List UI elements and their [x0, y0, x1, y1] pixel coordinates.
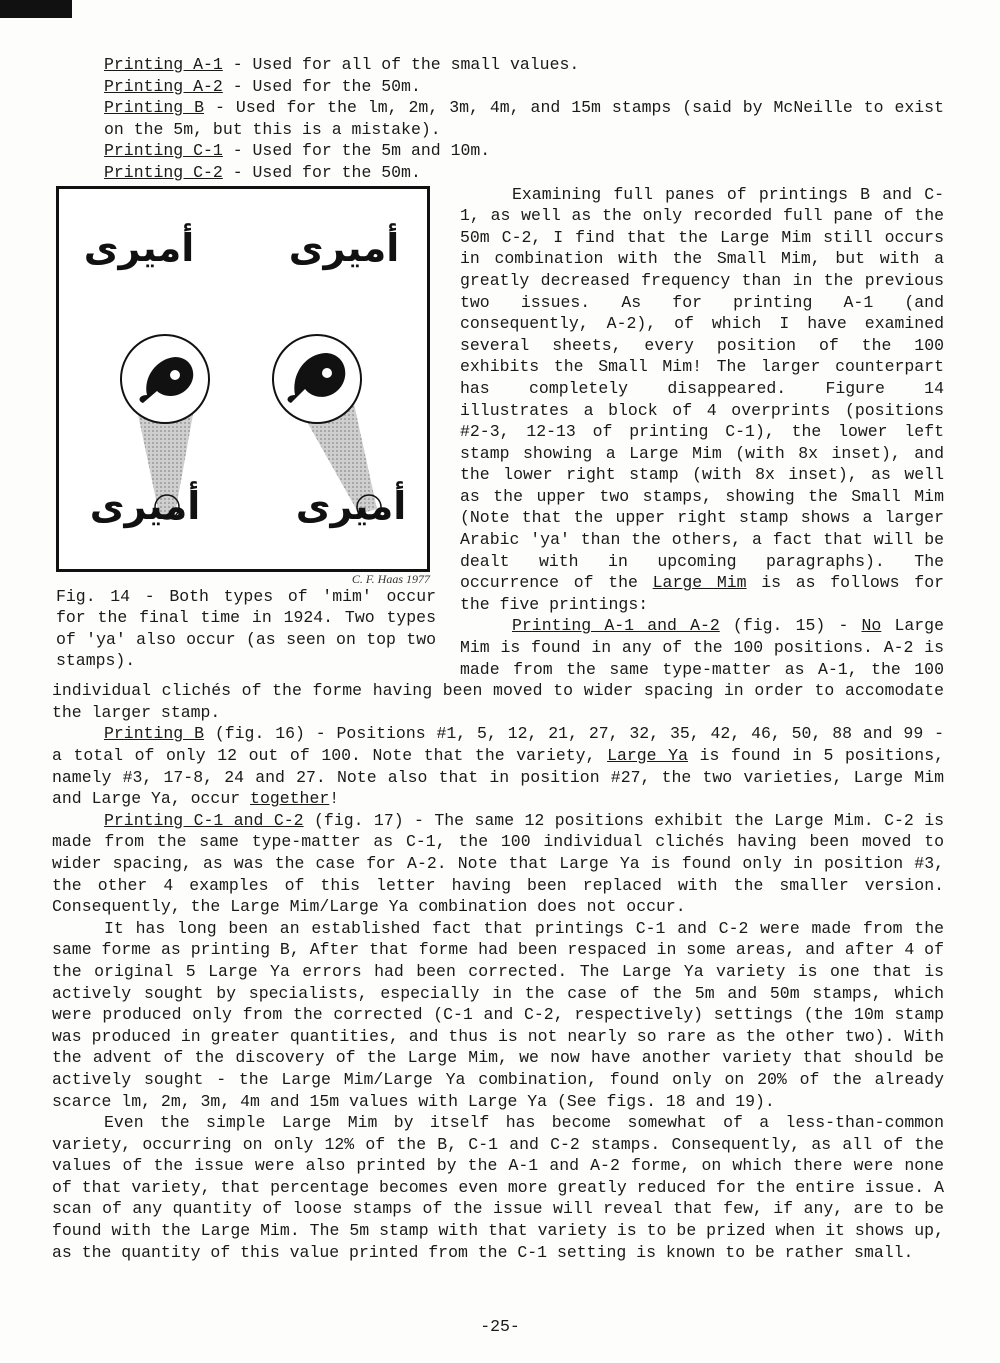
figure-14 [56, 186, 436, 672]
paragraph-printing-a: Printing A-1 and A-2 (fig. 15) - No Large Mim is found in any of the 100 positions. A-2 is made from the same type-matter as A-1, the 100 individual clichés of the forme having been moved to wider spacing in order to accomodate the larger stamp. [52, 616, 944, 722]
overprint-upper-left: أميرى [83, 225, 195, 270]
printing-b-term: Printing B [104, 724, 204, 744]
printing-definition: Printing C-1 - Used for the 5m and 10m. [104, 141, 491, 161]
paragraph-printing-c: Printing C-1 and C-2 (fig. 17) - The same 12 positions exhibit the Large Mim. C-2 is made from the same type-matter as C-1, the 100 individual clichés having been moved to wider spacing, as was the case for A-2. Note that Large Ya is found only in position #3, the other 4 examples of this letter having been replaced with the smaller version. Consequently, the Large Mim/Large Ya combination does not occur. [52, 810, 944, 917]
paragraph-panes: Examining full panes of printings B and C-1, as well as the only recorded full pane of the 50m C-2, I find that the Large Mim still occurs in combination with the Small Mim, but with a greatly decreased frequency than in the previous two issues. As for printing A-1 (and consequently, A-2), of which I have examined several sheets, every position of the 100 exhibits the Small Mim! The larger counterpart has completely disappeared. Figure 14 illustrates a block of 4 overprints (positions #2-3, 12-13 of printing C-1), the lower left stamp showing a Large Mim (with 8x inset), and the lower right stamp (with 8x inset), as well as the upper two stamps, showing the Small Mim (Note that the upper right stamp shows a larger Arabic 'ya' than the others, a fact that will be dealt with in upcoming paragraphs). The occurrence of the Large Mim is as follows for the five printings: [460, 184, 944, 614]
printing-term: Printing B [104, 98, 205, 118]
figure-14-illustration [56, 186, 430, 572]
large-mim-term: Large Mim [652, 573, 747, 593]
no-emphasis: No [861, 616, 882, 636]
overprint-upper-right: أميرى [288, 225, 400, 270]
large-ya-term: Large Ya [607, 746, 688, 765]
printing-term: Printing C-1 [104, 141, 223, 161]
printing-c-term: Printing C-1 and C-2 [104, 810, 304, 830]
page-number: -25- [480, 1317, 520, 1336]
printing-a-term: Printing A-1 and A-2 [512, 616, 720, 636]
printing-term: Printing C-2 [104, 162, 223, 182]
mim-counter-left [170, 370, 180, 380]
overprint-lower-right: أميرى [295, 483, 407, 528]
paragraph-printing-b: Printing B (fig. 16) - Positions #1, 5, 12, 21, 27, 32, 35, 42, 46, 50, 88 and 99 - a total of only 12 out of 100. Note that the variety, Large Ya is found in 5 positions, namely #3, 17-8, 24 and 27. Note also that in position #27, the two varieties, Large Mim and Large Ya, occur together! [52, 724, 945, 809]
printing-definition: Printing C-2 - Used for the 50m. [104, 162, 421, 182]
printing-definition: Printing A-2 - Used for the 50m. [104, 76, 421, 96]
article-body [52, 54, 944, 1263]
overprint-block-svg [59, 189, 427, 569]
paragraph-forme: It has long been an established fact that printings C-1 and C-2 were made from the same forme as printing B, After that forme had been respaced in some areas, and after 4 of the original 5 Large Ya errors had been corrected. The Large Ya variety is one that is actively sought by specialists, especially in the case of the 5m and 50m stamps, which were produced only from the corrected (C-1 and C-2, respectively) settings (the 10m stamp was produced in greater quantities, and thus is not nearly so rare as the other two). With the advent of the discovery of the Large Mim, we now have another variety that should be actively sought - the Large Mim/Large Ya combination, found only on 20% of the already scarce lm, 2m, 3m, 4m and 15m values with Large Ya (See figs. 18 and 19). [52, 918, 944, 1111]
printing-definition: Printing B - Used for the lm, 2m, 3m, 4m, and 15m stamps (said by McNeille to exist on the 5m, but this is a mistake). [104, 98, 944, 139]
paragraph-simple-large-mim: Even the simple Large Mim by itself has become somewhat of a less-than-common variety, occurring on only 12% of the B, C-1 and C-2 stamps. Consequently, as all of the values of the issue were also printed by the A-1 and A-2 forme, on which there were none of that variety, that percentage becomes even more greatly reduced for the entire issue. A scan of any quantity of loose stamps of the issue will reveal that few, if any, are to be found with the Large Mim. The 5m stamp with that variety is to be prized when it shows up, as the quantity of this value printed from the C-1 setting is known to be rather small. [52, 1113, 944, 1262]
mim-counter-right [322, 368, 332, 378]
printing-term: Printing A-1 [104, 55, 223, 74]
overprint-lower-left: أميرى [89, 483, 201, 528]
figure-credit: C. F. Haas 1977 [351, 571, 430, 586]
corner-scan-mark [0, 0, 72, 18]
together-emphasis: together [250, 789, 330, 809]
printing-definition: Printing A-1 - Used for all of the small values. [104, 55, 580, 74]
figure-caption: Fig. 14 - Both types of 'mim' occur for the final time in 1924. Two types of 'ya' also occur (as seen on top two stamps). [56, 586, 436, 671]
printing-term: Printing A-2 [104, 76, 223, 96]
